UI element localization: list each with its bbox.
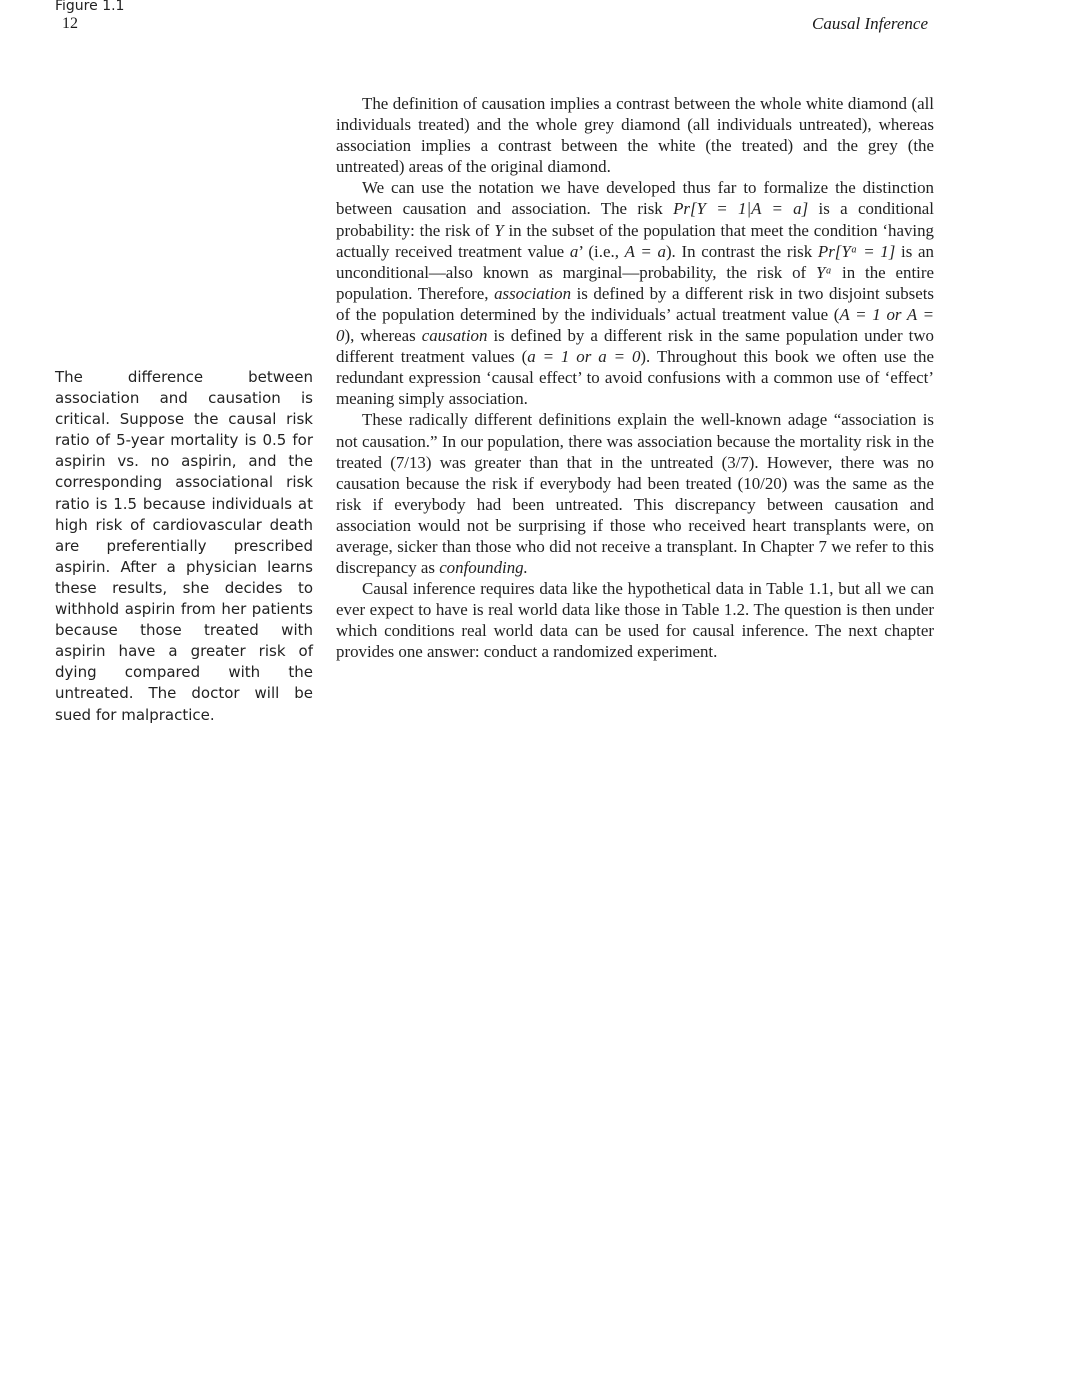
text-span: is an unconditional—also known as marginal—probability, the risk of — [336, 241, 934, 282]
text-span: in the entire population. Therefore, — [336, 262, 934, 303]
running-header-title: Causal Inference — [812, 14, 928, 33]
term-causation: causation — [421, 326, 488, 346]
figure-label: Figure 1.1 — [55, 0, 125, 14]
math-variable: Y — [494, 220, 504, 240]
math-variable: a — [569, 241, 579, 261]
paragraph-2 — [336, 177, 934, 409]
math-expression: a = 1 or a = 0 — [527, 347, 641, 367]
math-conditional-risk: Pr[Y = 1|A = a] — [673, 199, 809, 219]
paragraph-3 — [336, 409, 934, 578]
text-span: These radically different definitions explain the well-known adage “association is not causation.” In our population, there was association because the mortality risk in the treated (7/13) was greater than that in the untreated (3/7). However, there was no causation because the risk if everybody had been treated (10/20) was the same as the risk if everybody had been untreated. This discrepancy between causation and association would not be surprising if those who received heart transplants were, on average, sicker than those who did not receive a transplant. In Chapter 7 we refer to this discrepancy as — [336, 410, 934, 578]
paragraph-1: The definition of causation implies a contrast between the whole white diamond (all individuals treated) and the whole grey diamond (all individuals untreated), whereas association implies a contrast between the white (the treated) and the grey (the untreated) areas of the original diamond. — [336, 94, 934, 177]
math-variable: Yᵃ — [816, 262, 833, 282]
text-span: ), whereas — [344, 326, 422, 346]
term-association: association — [494, 283, 572, 303]
text-span: is defined by a different risk in the same population under two different treatment values ( — [336, 326, 934, 367]
text-span: ’ (i.e., — [578, 241, 625, 261]
text-span: is defined by a different risk in two disjoint subsets of the population determined by the individuals’ actual treatment value ( — [336, 283, 935, 324]
math-expression: A = 1 or A = 0 — [336, 304, 935, 346]
term-confounding: confounding. — [439, 558, 528, 578]
text-span: ). Throughout this book we often use the redundant expression ‘causal effect’ to avoid confusions with a common use of ‘effect’ meaning simply association. — [336, 347, 935, 409]
math-marginal-risk: Pr[Yᵃ = 1] — [817, 241, 896, 261]
math-expression: A = a — [624, 241, 666, 261]
text-span: We can use the notation we have developed thus far to formalize the distinction between causation and association. The risk — [336, 178, 934, 219]
margin-note: The difference between association and causation is critical. Suppose the causal risk ratio of 5-year mortality is 0.5 for aspirin vs. no aspirin, and the corresponding associational risk ratio is 1.5 because individuals at high risk of cardiovascular death are preferentially prescribed aspirin. After a physician learns these results, she decides to withhold aspirin from her patients because those treated with aspirin have a greater risk of dying compared with the untreated. The doctor will be sued for malpractice. — [55, 368, 313, 724]
text-span: in the subset of the population that meet the condition ‘having actually received treatment value — [336, 220, 934, 261]
paragraph-4: Causal inference requires data like the hypothetical data in Table 1.1, but all we can ever expect to have is real world data like those in Table 1.2. The question is then under which conditions real world data can be used for causal inference. The next chapter provides one answer: conduct a randomized experiment. — [336, 579, 934, 662]
text-span: is a conditional probability: the risk of — [336, 199, 934, 240]
text-span: ). In contrast the risk — [665, 241, 818, 261]
main-body-text — [336, 93, 934, 663]
page-number: 12 — [62, 15, 78, 32]
